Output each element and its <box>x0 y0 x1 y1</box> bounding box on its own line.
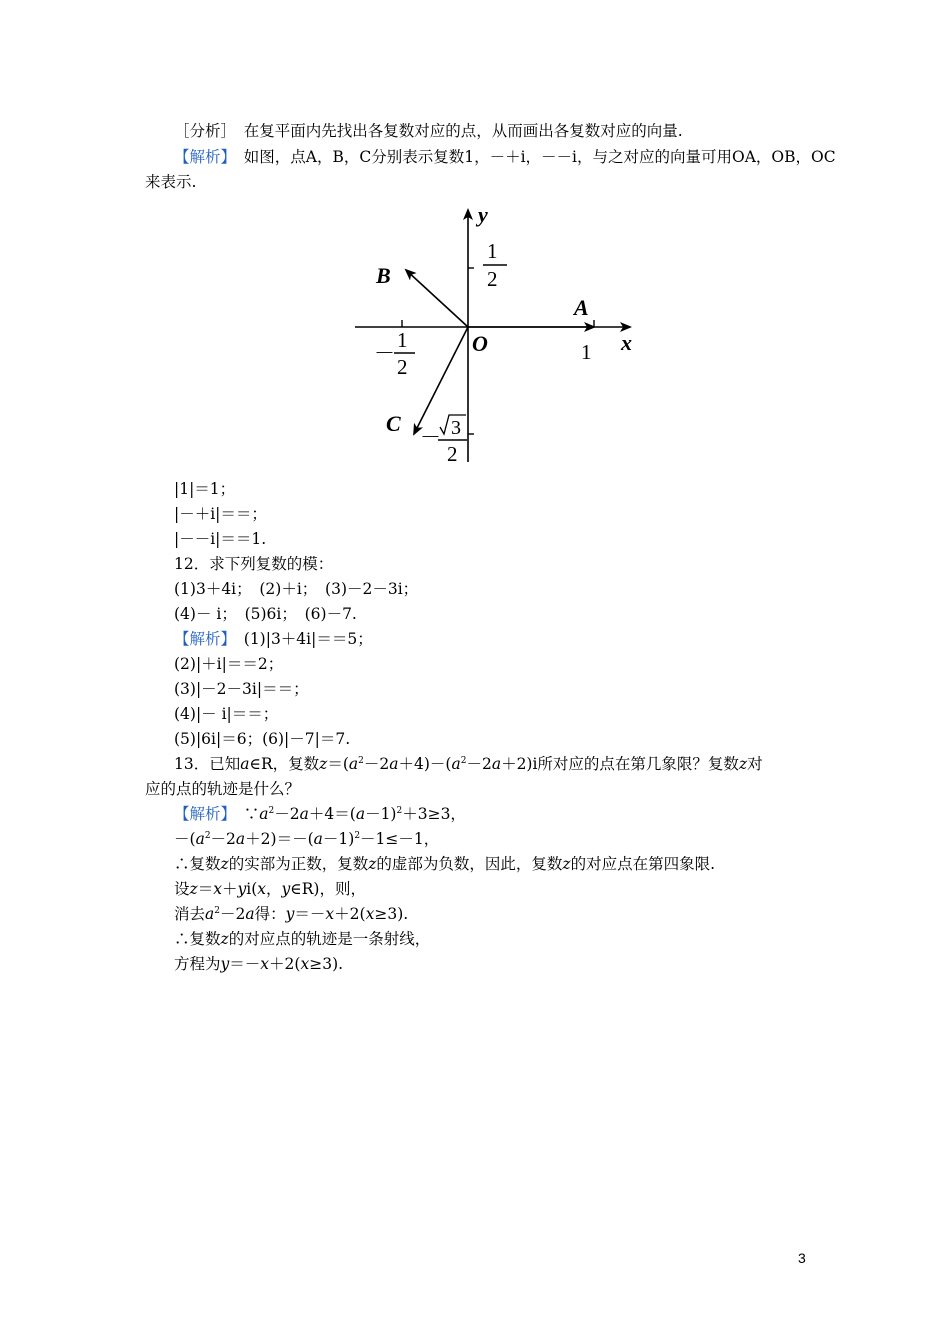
superscript-2: 2 <box>396 806 403 816</box>
q13-text: ≥3). <box>374 905 409 923</box>
var-z: z <box>562 855 571 873</box>
y-neg-rad: 3 <box>451 417 461 439</box>
x-axis-label: x <box>621 330 632 355</box>
q13-text: 消去 <box>174 905 206 923</box>
q13-text: 的虚部为负数，因此，复数 <box>376 855 563 873</box>
q12-answer-1 <box>174 628 373 650</box>
q13-solution-tag: 【解析】 <box>174 805 229 823</box>
solution-tag: 【解析】 <box>174 148 229 166</box>
q13-text: ＋4)－( <box>398 755 452 773</box>
solution-line <box>174 146 836 168</box>
superscript-2: 2 <box>214 906 220 916</box>
var-z: z <box>220 930 229 948</box>
modulus-line-2: |－＋i|＝＝； <box>174 505 267 523</box>
q13-number: 13．已知 <box>174 755 241 773</box>
var-z: z <box>738 755 748 773</box>
q13-text: ∈R，复数 <box>249 755 320 773</box>
modulus-line-1: |1|＝1； <box>174 480 236 498</box>
var-a: a <box>355 805 366 823</box>
var-y: y <box>220 955 230 973</box>
modulus-line-3: |－－i|＝＝1. <box>174 530 267 548</box>
var-x: x <box>365 905 375 923</box>
q13-text: 方程为 <box>174 955 221 973</box>
q13-text: 设 <box>174 880 190 898</box>
q13-text: ∈R)，则， <box>290 880 366 898</box>
q12-answer-1-text: (1)|3＋4i|＝＝5； <box>228 630 373 648</box>
var-a: a <box>348 755 359 773</box>
solution-cont: 来表示. <box>145 173 197 191</box>
q13-text: －1) <box>365 805 397 823</box>
q13-text: ＝－ <box>294 905 326 923</box>
y-axis-label: y <box>478 202 488 227</box>
q13-text: －2 <box>220 905 246 923</box>
q13-text: 对 <box>747 755 763 773</box>
superscript-2: 2 <box>268 806 275 816</box>
var-a: a <box>299 805 309 823</box>
superscript-2: 2 <box>460 756 467 766</box>
q13-text: －2 <box>274 805 300 823</box>
q13-solution-line3 <box>174 853 715 875</box>
var-z: z <box>319 755 328 773</box>
var-a: a <box>245 905 255 923</box>
q13-text: ∴复数 <box>174 930 221 948</box>
analysis-label: ［分析］ <box>174 122 229 140</box>
q13-text: 的实部为正数，复数 <box>228 855 369 873</box>
var-y: y <box>281 880 291 898</box>
solution-text: 如图，点A，B，C分别表示复数1，－＋i，－－i，与之对应的向量可用OA，OB，OC <box>228 148 836 166</box>
q13-text: －2 <box>363 755 390 773</box>
y-tick-num: 1 <box>487 239 498 263</box>
q13-text: ＋3≥3， <box>402 805 466 823</box>
q13-text: －1) <box>322 830 355 848</box>
q13-text: －2 <box>210 830 236 848</box>
q13-text: ＋2( <box>269 955 301 973</box>
var-x: x <box>300 955 310 973</box>
q13-text: ＋2)i所对应的点在第几象限？复数 <box>501 755 739 773</box>
q12-title: 12．求下列复数的模： <box>174 555 334 573</box>
superscript-2: 2 <box>354 831 361 841</box>
q13-text: ， <box>266 880 282 898</box>
q13-text: ＝( <box>327 755 349 773</box>
page-number: 3 <box>798 1250 806 1266</box>
q13-question-line2: 应的点的轨迹是什么？ <box>145 780 301 798</box>
q12-row2: (4)－ i； (5)6i； (6)－7. <box>174 605 357 623</box>
var-y: y <box>285 905 295 923</box>
q13-text: ＝－ <box>229 955 261 973</box>
q13-text: ＋2( <box>334 905 366 923</box>
var-x: x <box>260 955 270 973</box>
y-tick-den: 2 <box>487 267 498 291</box>
q13-text: ∵ <box>228 805 260 823</box>
var-a: a <box>389 755 399 773</box>
var-z: z <box>189 880 198 898</box>
var-a: a <box>205 905 215 923</box>
q13-text: －1≤－1， <box>360 830 440 848</box>
var-y: y <box>237 880 247 898</box>
var-x: x <box>257 880 266 898</box>
vector-OB <box>406 270 468 327</box>
q13-text: ＝ <box>197 880 214 898</box>
q13-text: ＋4＝( <box>308 805 356 823</box>
var-a: a <box>235 830 246 848</box>
q13-text: ＋2)＝－( <box>245 830 314 848</box>
q13-text: 得： <box>254 905 286 923</box>
q13-text: ＋ <box>221 880 238 898</box>
superscript-2: 2 <box>204 831 211 841</box>
x-pos-tick: 1 <box>581 340 592 364</box>
var-a: a <box>195 830 205 848</box>
q13-text: i( <box>246 880 258 898</box>
var-a: a <box>451 755 461 773</box>
q12-solution-tag: 【解析】 <box>174 630 229 648</box>
complex-plane-figure <box>350 200 640 470</box>
var-x: x <box>325 905 335 923</box>
q12-answer-3: (3)|－2－3i|＝＝； <box>174 680 309 698</box>
point-B-label: B <box>376 263 391 288</box>
q12-answer-5: (5)|6i|＝6；(6)|－7|＝7. <box>174 730 351 748</box>
var-a: a <box>259 805 269 823</box>
q13-question-line1 <box>174 753 763 775</box>
q13-text: 的对应点的轨迹是一条射线， <box>228 930 431 948</box>
q13-text: －( <box>174 830 196 848</box>
analysis-line <box>174 120 683 142</box>
var-z: z <box>368 855 377 873</box>
q13-text: －2 <box>466 755 492 773</box>
analysis-text: 在复平面内先找出各复数对应的点，从而画出各复数对应的向量. <box>228 122 683 140</box>
origin-label: O <box>472 331 488 356</box>
point-C-label: C <box>386 411 401 436</box>
var-a: a <box>240 755 250 773</box>
point-A-label: A <box>574 295 589 320</box>
y-neg-minus: － <box>420 425 441 449</box>
q13-solution-line5 <box>174 903 408 925</box>
q13-text: 的对应点在第四象限. <box>570 855 715 873</box>
y-neg-den: 2 <box>447 442 458 466</box>
var-z: z <box>220 855 229 873</box>
var-a: a <box>313 830 323 848</box>
q13-solution-line1 <box>174 803 466 825</box>
x-neg-den: 2 <box>397 355 408 379</box>
x-neg-minus: － <box>374 341 395 365</box>
q12-row1: (1)3＋4i； (2)＋i； (3)－2－3i； <box>174 580 419 598</box>
q13-solution-line6 <box>174 928 430 950</box>
var-x: x <box>213 880 222 898</box>
x-neg-num: 1 <box>397 328 408 352</box>
q12-answer-4: (4)|－ i|＝＝； <box>174 705 279 723</box>
q13-text: ∴复数 <box>174 855 221 873</box>
var-a: a <box>491 755 502 773</box>
q13-text: ≥3). <box>309 955 344 973</box>
q13-solution-line7 <box>174 953 343 975</box>
superscript-2: 2 <box>358 756 364 766</box>
q13-solution-line4 <box>174 878 366 900</box>
q12-answer-2: (2)|＋i|＝＝2； <box>174 655 284 673</box>
q13-solution-line2 <box>174 828 439 850</box>
